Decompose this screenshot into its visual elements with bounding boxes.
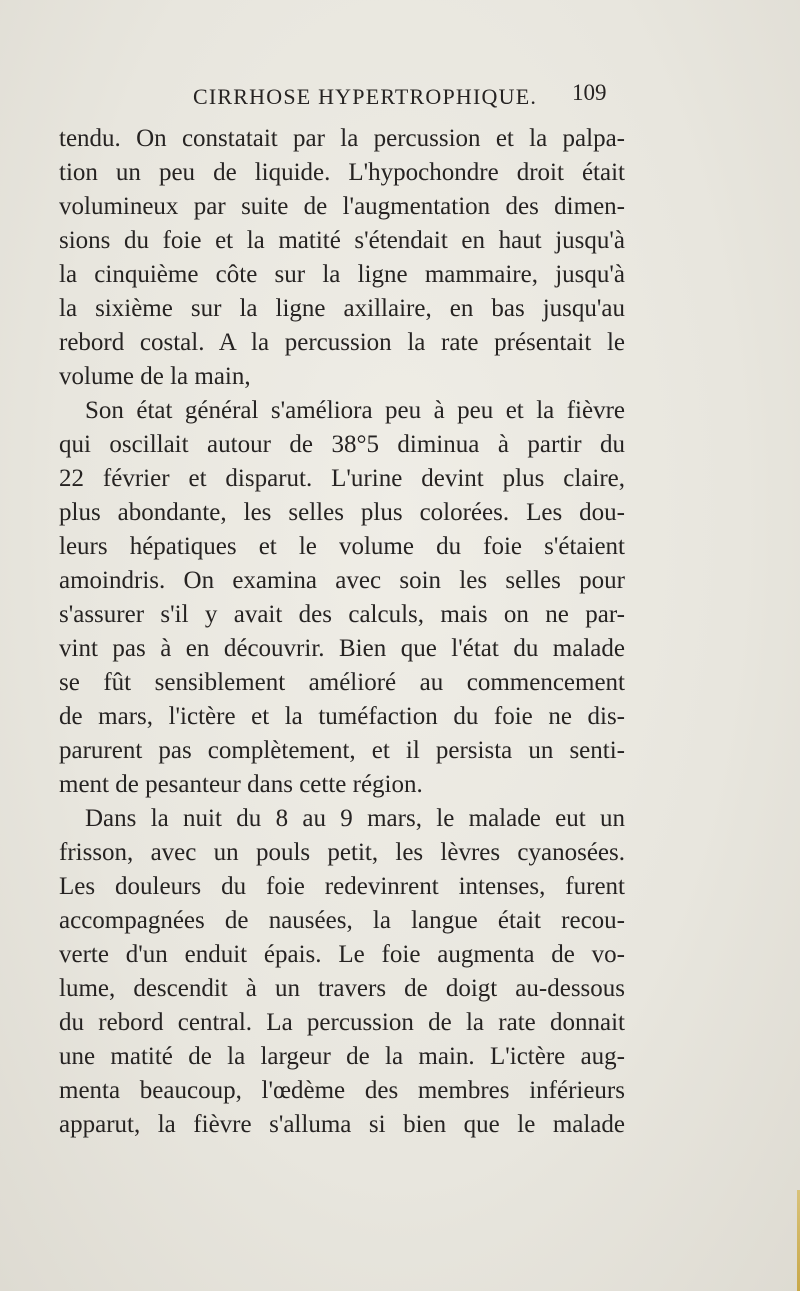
text-line: la sixième sur la ligne axillaire, en bas jusqu'au [59,295,625,322]
text-line: du rebord central. La percussion de la rate donnait [59,1009,625,1036]
text-line: accompagnées de nausées, la langue était recou- [59,907,625,934]
text-line: se fût sensiblement amélioré au commencement [59,669,625,696]
text-line: leurs hépatiques et le volume du foie s'étaient [59,533,625,560]
text-line: 22 février et disparut. L'urine devint plus claire, [59,465,625,492]
text-line: parurent pas complètement, et il persista un senti- [59,737,625,764]
text-line: amoindris. On examina avec soin les selles pour [59,567,625,594]
page-header [0,80,800,118]
text-line: frisson, avec un pouls petit, les lèvres cyanosées. [59,839,625,866]
text-line: de mars, l'ictère et la tuméfaction du foie ne dis- [59,703,625,730]
text-line: tendu. On constatait par la percussion et la palpa- [59,125,625,152]
text-line: sions du foie et la matité s'étendait en haut jusqu'à [59,227,625,254]
text-line: menta beaucoup, l'œdème des membres inférieurs [59,1077,625,1104]
text-line: ment de pesanteur dans cette région. [59,771,423,798]
text-line: volumineux par suite de l'augmentation des dimen- [59,193,625,220]
text-line: lume, descendit à un travers de doigt au-dessous [59,975,625,1002]
text-line: vint pas à en découvrir. Bien que l'état du malade [59,635,625,662]
text-line: Les douleurs du foie redevinrent intenses, furent [59,873,625,900]
page-number: 109 [572,80,607,105]
text-line: Son état général s'améliora peu à peu et la fièvre [85,397,625,424]
text-line: rebord costal. A la percussion la rate présentait le [59,329,625,356]
text-line: une matité de la largeur de la main. L'ictère aug- [59,1043,625,1070]
text-line: qui oscillait autour de 38°5 diminua à partir du [59,431,625,458]
text-line: la cinquième côte sur la ligne mammaire, jusqu'à [59,261,625,288]
text-line: s'assurer s'il y avait des calculs, mais on ne par- [59,601,625,628]
text-line: volume de la main, [59,363,251,390]
text-line: Dans la nuit du 8 au 9 mars, le malade eut un [85,805,625,832]
running-title: CIRRHOSE HYPERTROPHIQUE. [193,84,538,109]
text-line: plus abondante, les selles plus colorées. Les dou- [59,499,625,526]
text-line: verte d'un enduit épais. Le foie augmenta de vo- [59,941,625,968]
text-line: apparut, la fièvre s'alluma si bien que le malade [59,1111,625,1138]
text-line: tion un peu de liquide. L'hypochondre droit était [59,159,625,186]
